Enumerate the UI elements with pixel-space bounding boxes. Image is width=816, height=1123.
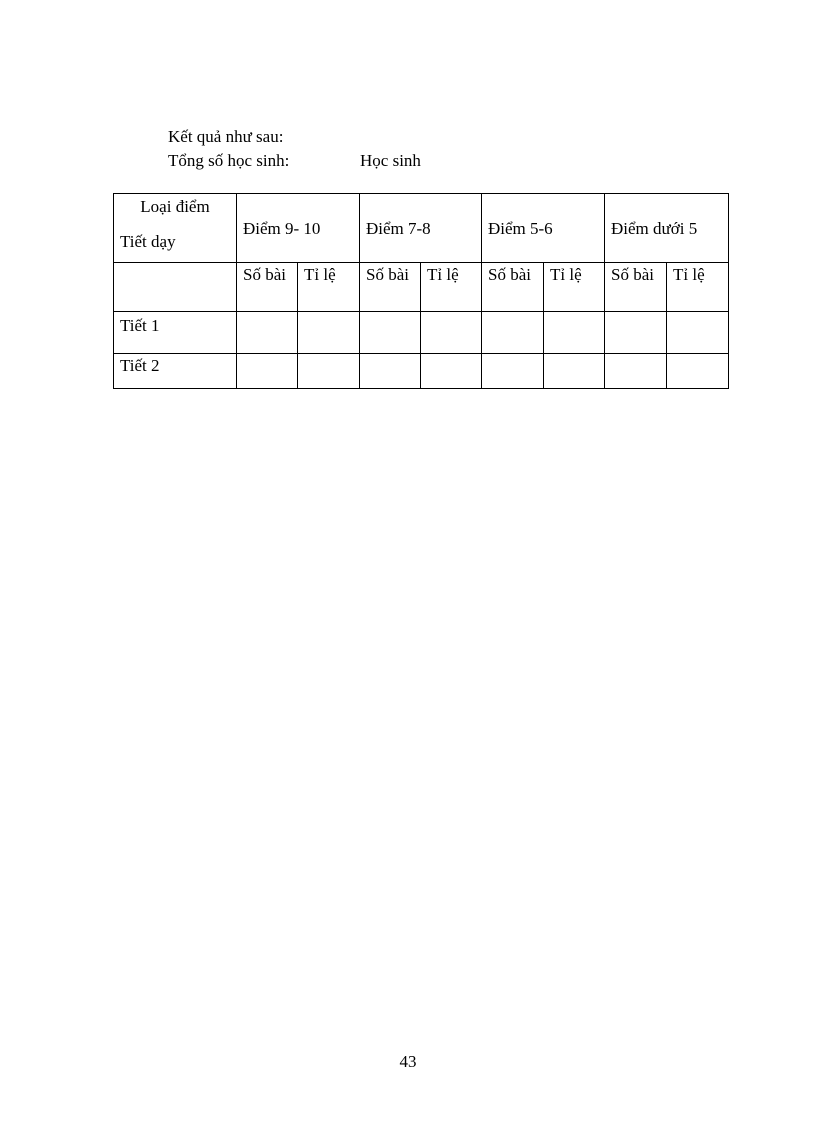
subheader-ratio: Tỉ lệ [421,263,482,312]
intro-line-total-unit: Học sinh [360,151,421,170]
data-cell [360,312,421,354]
subheader-empty-cell [114,263,237,312]
data-cell [421,312,482,354]
row-label: Tiết 1 [114,312,237,354]
data-cell [667,354,729,389]
grade-table [113,193,729,389]
group-header-5-6: Điểm 5-6 [482,194,605,263]
data-cell [237,312,298,354]
corner-header-top: Loại điểm [140,197,210,216]
data-cell [544,354,605,389]
group-header-below-5: Điểm dưới 5 [605,194,729,263]
table-header-row [114,194,729,263]
table-subheader-row [114,263,729,312]
intro-line-results: Kết quả như sau: [168,127,284,146]
data-cell [482,312,544,354]
subheader-ratio: Tỉ lệ [667,263,729,312]
subheader-count: Số bài [237,263,298,312]
data-cell [544,312,605,354]
data-cell [605,354,667,389]
data-cell [421,354,482,389]
subheader-count: Số bài [360,263,421,312]
group-header-9-10: Điểm 9- 10 [237,194,360,263]
page-number: 43 [399,1052,417,1071]
corner-header-bottom: Tiết dạy [120,232,176,251]
intro-line-total-label: Tổng số học sinh: [168,151,290,170]
subheader-ratio: Tỉ lệ [298,263,360,312]
data-cell [482,354,544,389]
subheader-count: Số bài [482,263,544,312]
data-cell [360,354,421,389]
data-cell [605,312,667,354]
row-label: Tiết 2 [114,354,237,389]
corner-header-cell [114,194,237,263]
data-cell [667,312,729,354]
table-row [114,312,729,354]
subheader-count: Số bài [605,263,667,312]
group-header-7-8: Điểm 7-8 [360,194,482,263]
subheader-ratio: Tỉ lệ [544,263,605,312]
data-cell [298,354,360,389]
table-row [114,354,729,389]
data-cell [237,354,298,389]
data-cell [298,312,360,354]
